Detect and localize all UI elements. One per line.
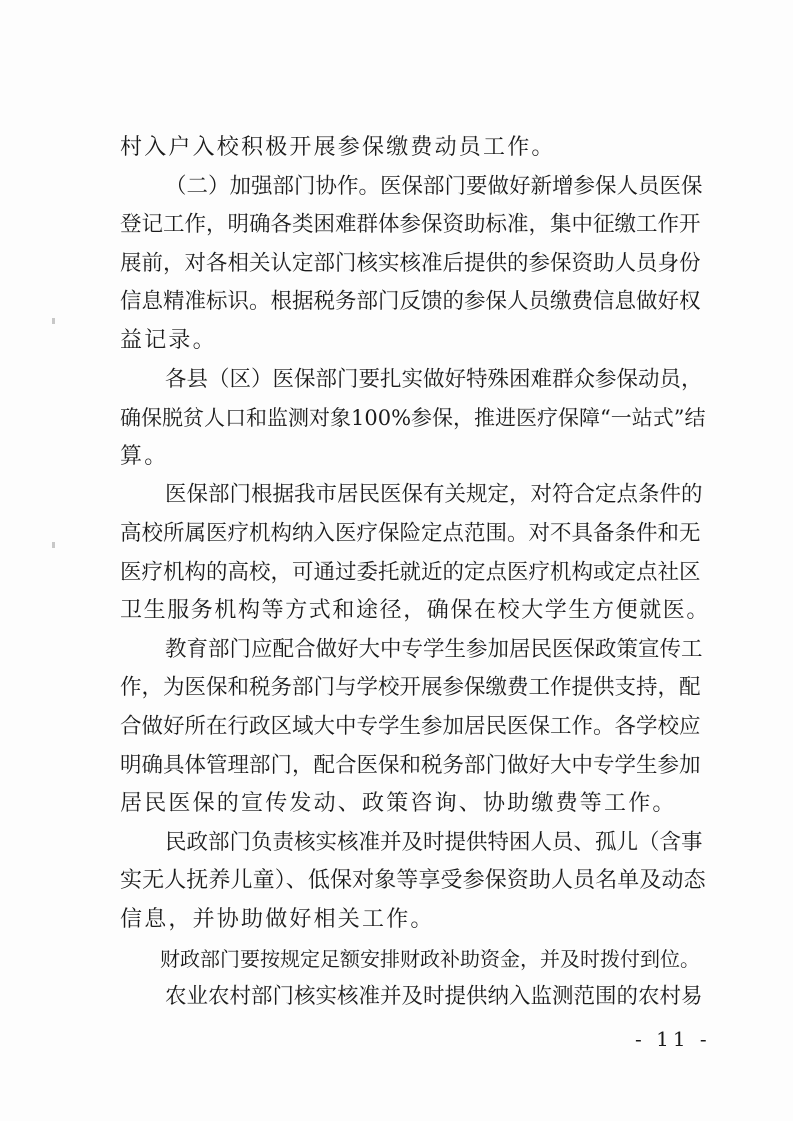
- text-line: 教育部门应配合做好大中专学生参加居民医保政策宣传工: [165, 637, 703, 662]
- text-line: 实无人抚养儿童）、低保对象等享受参保资助人员名单及动态: [120, 868, 706, 893]
- text-line: 高校所属医疗机构纳入医疗保险定点范围。对不具备条件和无: [120, 521, 701, 546]
- page-number: - 11 -: [635, 1027, 711, 1051]
- text-line: 各县（区）医保部门要扎实做好特殊困难群众参保动员，: [165, 367, 703, 392]
- text-line: 村入户入校积极开展参保缴费动员工作。: [120, 135, 556, 160]
- scan-speck: [52, 318, 55, 324]
- text-line: 算。: [120, 444, 169, 469]
- text-line: 益记录。: [120, 328, 217, 353]
- text-line: 登记工作，明确各类困难群体参保资助标准，集中征缴工作开: [120, 212, 701, 237]
- section-heading-line: （二）加强部门协作。医保部门要做好新增参保人员医保: [165, 174, 703, 199]
- text-line: 财政部门要按规定足额安排财政补助资金，并及时拨付到位。: [160, 947, 700, 971]
- text-line: 医保部门根据我市居民医保有关规定，对符合定点条件的: [165, 482, 703, 507]
- text-line: 信息，并协助做好相关工作。: [120, 907, 435, 932]
- text-line: 医疗机构的高校，可通过委托就近的定点医疗机构或定点社区: [120, 560, 701, 585]
- text-line: 农业农村部门核实核准并及时提供纳入监测范围的农村易: [165, 984, 703, 1009]
- text-line: 民政部门负责核实核准并及时提供特困人员、孤儿（含事: [165, 830, 703, 855]
- text-line: 居民医保的宣传发动、政策咨询、协助缴费等工作。: [120, 791, 677, 816]
- text-line: 卫生服务机构等方式和途径，确保在校大学生方便就医。: [120, 598, 711, 623]
- text-line: 信息精准标识。根据税务部门反馈的参保人员缴费信息做好权: [120, 289, 701, 314]
- scan-speck: [52, 542, 55, 548]
- text-line: 明确具体管理部门，配合医保和税务部门做好大中专学生参加: [120, 753, 701, 778]
- text-line: 合做好所在行政区域大中专学生参加居民医保工作。各学校应: [120, 714, 701, 739]
- text-line: 作，为医保和税务部门与学校开展参保缴费工作提供支持，配: [120, 675, 701, 700]
- text-line: 展前，对各相关认定部门核实核准后提供的参保资助人员身份: [120, 251, 701, 276]
- text-line: 确保脱贫人口和监测对象100%参保，推进医疗保障“一站式”结: [120, 406, 706, 430]
